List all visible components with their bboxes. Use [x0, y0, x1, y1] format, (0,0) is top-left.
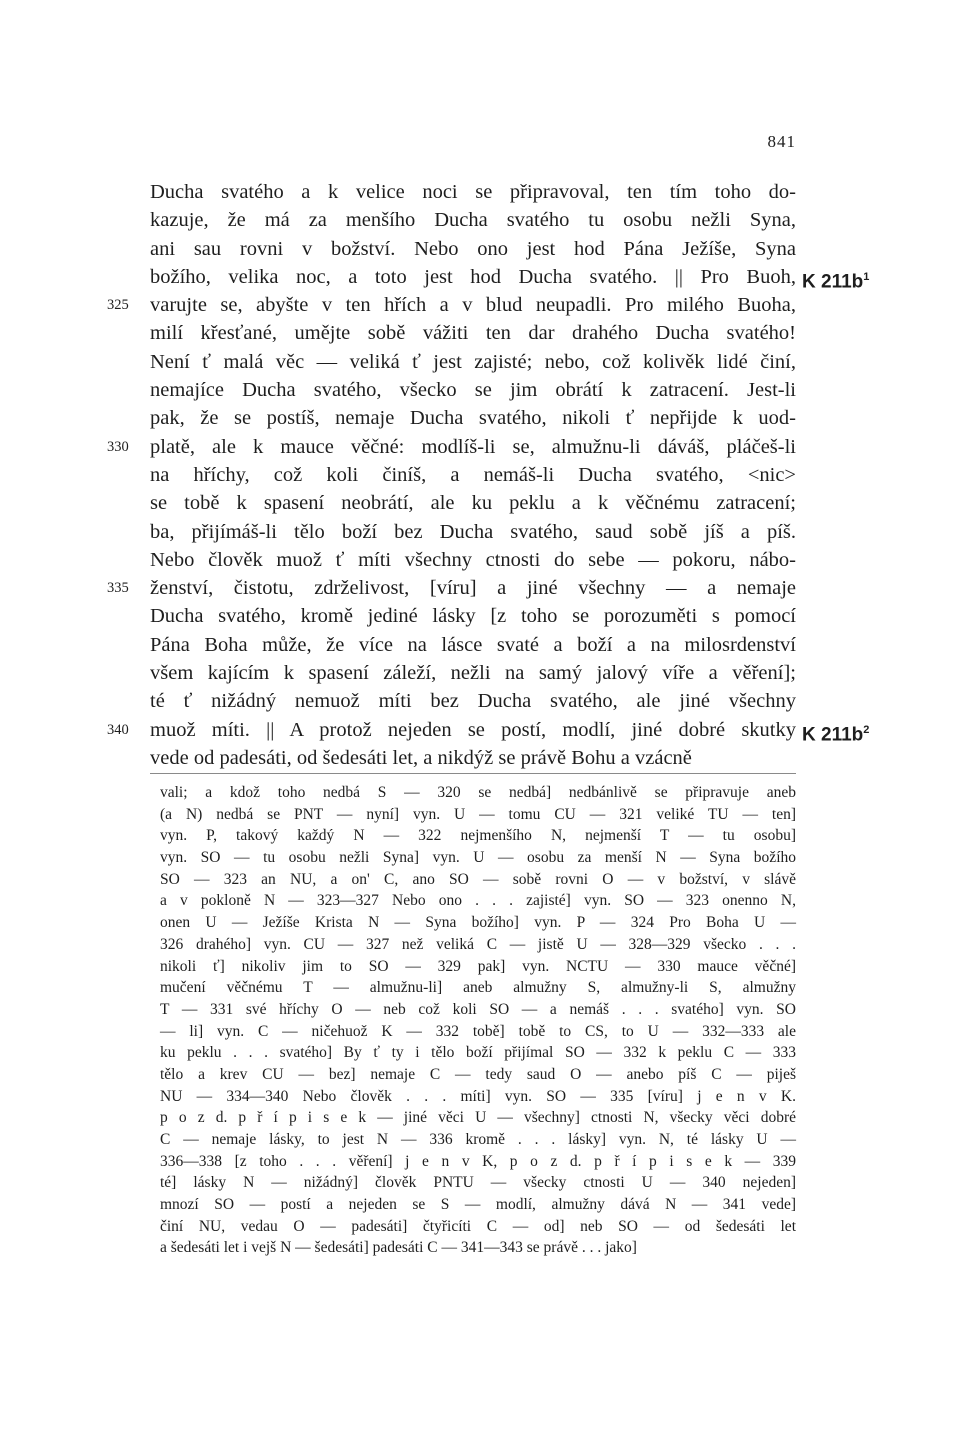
line-text: ani sau rovni v božství. Nebo ono jest hod Pána Ježíše, Syna	[150, 237, 796, 260]
text-line	[107, 291, 796, 319]
line-text: se tobě k spasení neobrátí, ale ku peklu a k věčnému zatracení;	[150, 492, 796, 515]
apparatus-line: té] lásky N — nižádný] člověk PNTU — všecky ctnosti U — 340 nejeden]	[160, 1174, 796, 1192]
text-line	[107, 716, 870, 745]
apparatus-line: mnozí SO — postí a nejeden se S — modlí, almužny dává N — 341 vede]	[160, 1196, 796, 1214]
line-text: ba, přijímáš-li tělo boží bez Ducha svatého, saud sobě jíš a píš.	[150, 520, 796, 543]
text-line	[150, 518, 796, 546]
apparatus-line: (a N) nedbá se PNT — nyní] vyn. U — tomu CU — 321 veliké TU — ten]	[160, 805, 796, 823]
line-text: božího, velika noc, a toto jest hod Ducha svatého. || Pro Buoh,	[150, 265, 796, 288]
page-number: 841	[767, 132, 796, 151]
line-text: muož míti. || A protož nejeden se postí, modlí, jiné dobré skutky	[150, 718, 796, 741]
line-text: vede od padesáti, od šedesáti let, a nikdýž se právě Bohu a vzácně	[150, 746, 692, 769]
line-text: Není ť malá věc — veliká ť jest zajisté; nebo, což kolivěk lidé činí,	[150, 350, 796, 373]
line-text: všem kajícím k spasení záleží, nežli na samý jalový víře a věření];	[150, 662, 796, 685]
apparatus-line: onen U — Ježíše Krista N — Syna božího] vyn. P — 324 Pro Boha U —	[160, 914, 796, 932]
text-line	[150, 461, 796, 489]
text-line	[150, 631, 796, 659]
critical-apparatus	[160, 782, 796, 1259]
line-text: ženství, čistotu, zdrželivost, [víru] a jiné všechny — a nemaje	[150, 577, 796, 600]
apparatus-line: T — 331 své hříchy O — neb což koli SO — a nemáš . . . svatého] vyn. SO	[160, 1000, 796, 1018]
apparatus-line: 336—338 [z toho . . . věření] j e n v K, p o z d. p ř í p i s e k — 339	[160, 1152, 796, 1170]
text-line	[150, 404, 796, 432]
text-line	[150, 744, 796, 772]
line-number: 335	[107, 580, 129, 597]
line-text: Ducha svatého, kromě jediné lásky [z toho se porozuměti s pomocí	[150, 605, 796, 628]
line-text: Ducha svatého a k velice noci se připravoval, ten tím toho do-	[150, 181, 796, 203]
apparatus-line: a šedesáti let i vejš N — šedesáti] padesáti C — 341—343 se právě . . . jako]	[160, 1239, 637, 1257]
text-line	[150, 263, 870, 293]
text-line	[150, 489, 796, 517]
line-text: varujte se, abyšte v ten hřích a v blud neupadli. Pro milého Buoha,	[150, 294, 796, 317]
apparatus-line: mučení věčnému T — almužnu-li] aneb almužny S, almužny-li S, almužny	[160, 979, 796, 997]
line-text: milí křesťané, umějte sobě vážiti ten dar drahého Ducha svatého!	[150, 322, 796, 345]
apparatus-line: — li] vyn. C — ničehuož K — 332 tobě] tobě to CS, to U — 332—333 ale	[160, 1022, 796, 1040]
line-text: na hříchy, což koli činíš, a nemáš-li Ducha svatého, <nic>	[150, 463, 796, 486]
text-line	[150, 546, 796, 574]
apparatus-line: SO — 323 an NU, a on' C, ano SO — sobě rovni O — v božství, v slávě	[160, 870, 796, 888]
apparatus-line: C — nemaje lásky, to jest N — 336 kromě . . . lásky] vyn. N, té lásky U —	[160, 1131, 796, 1148]
line-number: 325	[107, 297, 129, 314]
line-text: nemajíce Ducha svatého, všecko se jim obrátí k zatracení. Jest-li	[150, 379, 796, 402]
apparatus-line: vyn. P, takový každý N — 322 nejmenšího N, nejmenší T — tu osobu]	[160, 827, 796, 845]
text-line	[150, 602, 796, 630]
line-text: Nebo člověk muož ť míti všechny ctnosti do sebe — pokoru, nábo-	[150, 548, 796, 571]
text-line	[150, 206, 796, 234]
footnote-rule	[150, 773, 796, 774]
text-line	[150, 235, 796, 263]
line-number: 330	[107, 438, 129, 455]
line-text: kazuje, že má za menšího Ducha svatého tu osobu nežli Syna,	[150, 209, 796, 232]
apparatus-line: vyn. SO — tu osobu nežli Syna] vyn. U — osobu za menší N — Syna božího	[160, 849, 796, 867]
apparatus-line: NU — 334—340 Nebo člověk . . . míti] vyn. SO — 335 [víru] j e n v K.	[160, 1087, 796, 1105]
text-line	[107, 433, 796, 461]
apparatus-line: 326 drahého] vyn. CU — 327 než veliká C — jistě U — 328—329 všecko . . .	[160, 935, 796, 953]
text-line	[150, 659, 796, 687]
line-number: 340	[107, 721, 129, 738]
apparatus-line: nikoli ť] nikoliv jim to SO — 329 pak] vyn. NCTU — 330 mauce věčné]	[160, 957, 796, 975]
main-text	[107, 178, 870, 772]
apparatus-line: p o z d. p ř í p i s e k — jiné věci U — všechny] ctnosti N, všecky věci dobré	[160, 1109, 796, 1127]
line-text: té ť nižádný nemuož míti bez Ducha svatého, ale jiné všechny	[150, 690, 796, 713]
apparatus-line: tělo a krev CU — bez] nemaje C — tedy saud O — anebo píš C — piješ	[160, 1065, 796, 1083]
text-line	[150, 687, 796, 715]
apparatus-line: a v pokloně N — 323—327 Nebo ono . . . zajisté] vyn. SO — 323 onenno N,	[160, 892, 796, 910]
folio-reference: K $211b^2$	[802, 723, 870, 745]
apparatus-line: vali; a kdož toho nedbá S — 320 se nedbá] nedbánlivě se připravuje aneb	[160, 784, 796, 801]
line-text: Pána Boha může, že více na lásce svaté a boží a na milosrdenství	[150, 633, 796, 656]
text-line	[107, 574, 796, 602]
apparatus-line: činí NU, vedau O — padesáti] čtyřicíti C — od] neb SO — od šedesáti let	[160, 1217, 796, 1235]
text-line	[150, 376, 796, 404]
line-text: pak, že se postíš, nemaje Ducha svatého, nikoli ť nepřijde k uod-	[150, 407, 796, 430]
apparatus-line: ku peklu . . . svatého] By ť ty i tělo boží přijímal SO — 332 k peklu C — 333	[160, 1044, 796, 1062]
text-line	[150, 348, 796, 376]
text-line	[150, 178, 796, 206]
line-text: platě, ale k mauce věčné: modlíš-li se, almužnu-li dáváš, pláčeš-li	[150, 435, 796, 458]
folio-reference: K $211b^1$	[802, 270, 870, 293]
text-line	[150, 319, 796, 347]
